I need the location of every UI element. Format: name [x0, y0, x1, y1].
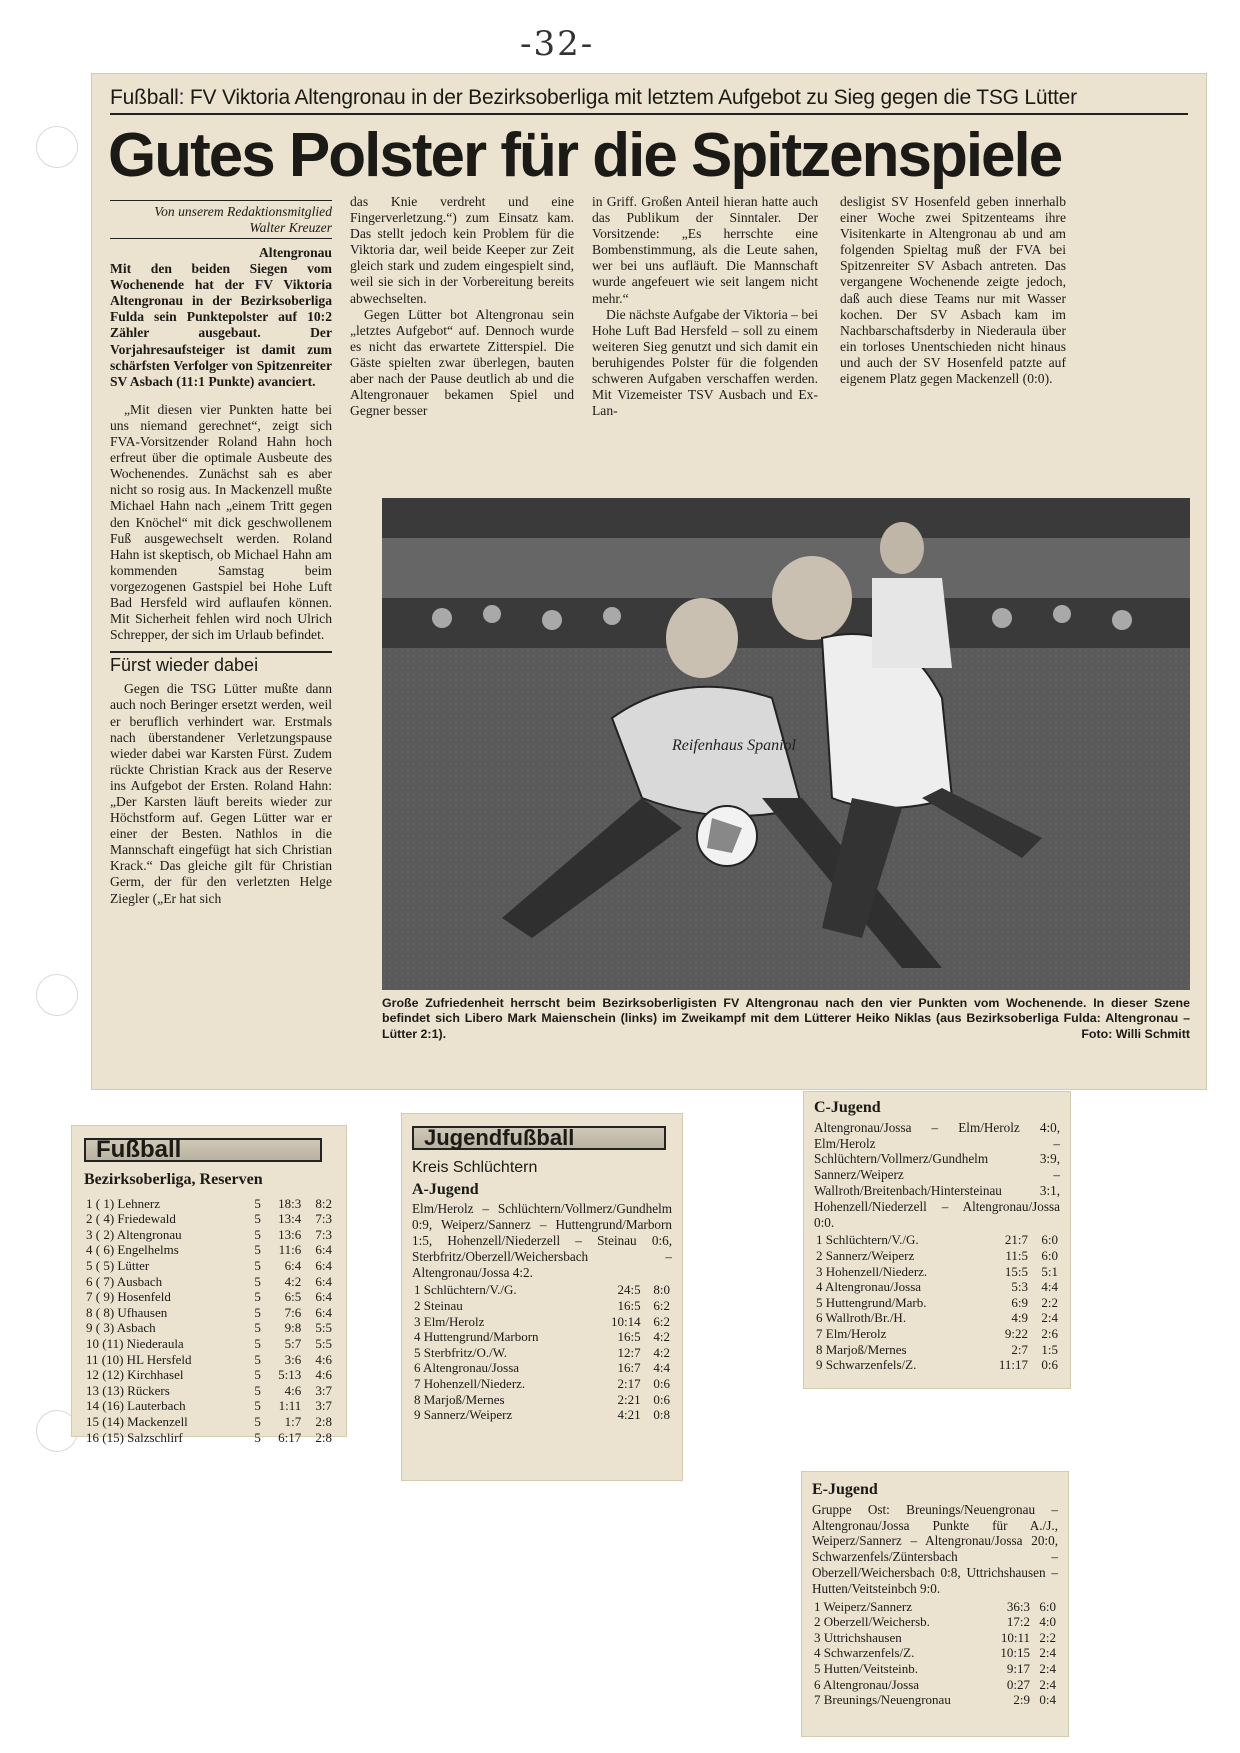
value-cell: 5 — [254, 1273, 261, 1289]
value-cell: 0:4 — [1039, 1692, 1056, 1708]
value-cell: 11:6 — [278, 1242, 302, 1258]
punch-hole-middle — [36, 974, 78, 1016]
value-cell: 4:2 — [653, 1344, 670, 1360]
value-cell: 1:5 — [1041, 1341, 1058, 1357]
value-cell: 17:2 — [1006, 1614, 1030, 1630]
e-jugend-box — [802, 1472, 1068, 1736]
value-cell: 2:2 — [1039, 1629, 1056, 1645]
table-row — [814, 1357, 1060, 1373]
team-cell: 4 ( 6) Engelhelms — [86, 1242, 179, 1258]
league-title: Bezirksoberliga, Reserven — [84, 1170, 263, 1188]
table-row — [412, 1407, 672, 1423]
value-cell: 7:3 — [315, 1211, 332, 1227]
table-row — [84, 1398, 334, 1414]
value-cell: 5 — [254, 1429, 261, 1445]
table-row — [412, 1329, 672, 1345]
table-row — [84, 1289, 334, 1305]
team-cell: 5 Sterbfritz/O./W. — [414, 1344, 508, 1360]
value-cell: 2:4 — [1039, 1645, 1056, 1661]
district-title: Kreis Schlüchtern — [412, 1158, 538, 1176]
value-cell: 4:4 — [1041, 1279, 1058, 1295]
value-cell: 6:4 — [315, 1242, 332, 1258]
e-jugend-title: E-Jugend — [812, 1481, 878, 1498]
value-cell: 7:6 — [284, 1304, 302, 1320]
team-cell: 2 ( 4) Friedewald — [86, 1211, 176, 1227]
value-cell: 4:0 — [1039, 1614, 1056, 1630]
team-cell: 16 (15) Salzschlirf — [86, 1429, 183, 1445]
team-cell: 7 Breunings/Neuengronau — [814, 1692, 951, 1708]
team-cell: 4 Schwarzenfels/Z. — [814, 1645, 915, 1661]
reserves-table — [84, 1196, 334, 1446]
table-row — [84, 1196, 334, 1212]
value-cell: 16:5 — [617, 1329, 641, 1345]
dateline: Altengronau — [258, 245, 332, 260]
photo-credit: Foto: Willi Schmitt — [1081, 1026, 1190, 1041]
value-cell: 10:14 — [611, 1313, 641, 1329]
byline — [110, 200, 332, 239]
body-paragraph: Die nächste Aufgabe der Viktoria – bei Hohe Luft Bad Hersfeld – soll zu einem weiteren Sieg genutzt und sich damit ein beruhigendes Polster für die folgenden schweren Aufgaben verschaffen werden. Mit Vizemeister TSV Ausbach und Ex-Lan- — [592, 306, 818, 419]
team-cell: 15 (14) Mackenzell — [86, 1413, 188, 1429]
value-cell: 4:9 — [1011, 1310, 1028, 1326]
value-cell: 7:3 — [315, 1226, 332, 1242]
e-jugend-table — [812, 1599, 1058, 1708]
value-cell: 36:3 — [1006, 1598, 1030, 1614]
table-row — [84, 1367, 334, 1383]
article-clipping — [92, 74, 1206, 1089]
team-cell: 6 Wallroth/Br./H. — [816, 1310, 907, 1326]
c-jugend-title: C-Jugend — [814, 1099, 881, 1116]
value-cell: 2:6 — [1041, 1325, 1058, 1341]
value-cell: 0:6 — [1041, 1357, 1058, 1373]
value-cell: 5 — [254, 1242, 261, 1258]
value-cell: 4:2 — [653, 1329, 670, 1345]
value-cell: 2:2 — [1041, 1294, 1058, 1310]
team-cell: 2 Oberzell/Weichersb. — [814, 1614, 930, 1630]
byline-author: Walter Kreuzer — [249, 220, 332, 235]
team-cell: 5 Hutten/Veitsteinb. — [814, 1660, 918, 1676]
team-cell: 7 Hohenzell/Niederz. — [414, 1375, 526, 1391]
article-column-4 — [840, 194, 1066, 387]
value-cell: 3:7 — [315, 1382, 332, 1398]
value-cell: 5 — [254, 1398, 261, 1414]
table-row — [84, 1242, 334, 1258]
subheading: Fürst wieder dabei — [110, 651, 332, 673]
table-row — [84, 1336, 334, 1352]
value-cell: 2:4 — [1041, 1310, 1058, 1326]
table-row — [814, 1342, 1060, 1358]
a-jugend-title: A-Jugend — [412, 1180, 479, 1198]
value-cell: 3:7 — [315, 1398, 332, 1414]
table-row — [812, 1599, 1058, 1615]
table-row — [412, 1376, 672, 1392]
table-row — [412, 1314, 672, 1330]
table-row — [814, 1232, 1060, 1248]
value-cell: 24:5 — [617, 1282, 641, 1298]
value-cell: 5:5 — [315, 1320, 332, 1336]
table-row — [84, 1305, 334, 1321]
value-cell: 5 — [254, 1320, 261, 1336]
team-cell: 6 Altengronau/Jossa — [414, 1360, 520, 1376]
table-row — [814, 1295, 1060, 1311]
body-paragraph: das Knie verdreht und eine Fingerverletzung.“) zum Einsatz kam. Das stellt jedoch kein Problem für die Viktoria dar, weil beide Keeper zur Zeit gleich stark und zudem eingespielt sind, weil sie sich in der Vorbereitung bereits abwechselten. — [350, 194, 574, 306]
value-cell: 2:4 — [1039, 1676, 1056, 1692]
value-cell: 1:11 — [278, 1398, 302, 1414]
team-cell: 8 Marjoß/Mernes — [816, 1341, 907, 1357]
value-cell: 6:0 — [1041, 1232, 1058, 1248]
value-cell: 4:4 — [653, 1360, 670, 1376]
fussball-banner: Fußball — [84, 1138, 322, 1162]
page-number: -32- — [520, 24, 595, 64]
article-column-3 — [592, 194, 818, 419]
team-cell: 1 Schlüchtern/V./G. — [816, 1232, 919, 1248]
value-cell: 4:6 — [284, 1382, 302, 1398]
value-cell: 5 — [254, 1335, 261, 1351]
body-paragraph: Gegen Lütter bot Altengronau sein „letztes Aufgebot“ auf. Dennoch wurde es nicht das erwartete Zitterspiel. Die Gäste spielten zwar überlegen, bauten aber nach der Pause deutlich ab und die Altengronauer bekamen Spiel und Gegner besser — [350, 306, 574, 419]
value-cell: 13:6 — [278, 1226, 302, 1242]
value-cell: 11:17 — [998, 1357, 1028, 1373]
table-row — [812, 1692, 1058, 1708]
team-cell: 9 ( 3) Asbach — [86, 1320, 156, 1336]
value-cell: 1:7 — [284, 1413, 302, 1429]
value-cell: 6:4 — [315, 1289, 332, 1305]
value-cell: 5 — [254, 1413, 261, 1429]
table-row — [412, 1360, 672, 1376]
table-row — [84, 1274, 334, 1290]
value-cell: 2:9 — [1013, 1692, 1030, 1708]
team-cell: 1 Weiperz/Sannerz — [814, 1598, 912, 1614]
c-jugend-table — [814, 1232, 1060, 1372]
value-cell: 2:17 — [617, 1375, 641, 1391]
team-cell: 7 ( 9) Hosenfeld — [86, 1289, 171, 1305]
article-kicker: Fußball: FV Viktoria Altengronau in der Bezirksoberliga mit letztem Aufgebot zu Sieg gegen die TSG Lütter — [110, 86, 1188, 115]
value-cell: 6:5 — [284, 1289, 302, 1305]
value-cell: 15:5 — [1004, 1263, 1028, 1279]
value-cell: 5 — [254, 1257, 261, 1273]
team-cell: 2 Steinau — [414, 1297, 463, 1313]
table-row — [84, 1320, 334, 1336]
value-cell: 10:15 — [1000, 1645, 1030, 1661]
value-cell: 5 — [254, 1289, 261, 1305]
value-cell: 6:4 — [315, 1304, 332, 1320]
value-cell: 6:9 — [1011, 1294, 1028, 1310]
team-cell: 1 Schlüchtern/V./G. — [414, 1282, 517, 1298]
table-row — [812, 1677, 1058, 1693]
team-cell: 2 Sannerz/Weiperz — [816, 1247, 915, 1263]
punch-hole-top — [36, 126, 78, 168]
value-cell: 5:5 — [315, 1335, 332, 1351]
team-cell: 10 (11) Niederaula — [86, 1335, 184, 1351]
c-jugend-results: Altengronau/Jossa – Elm/Herolz 4:0, Elm/Herolz – Schlüchtern/Vollmerz/Gundhelm 3:9, Sannerz/Weiperz – Wallroth/Breitenbach/Hintersteinau 3:1, Hohenzell/Niederzell – Altengronau/Jossa 0:0. — [814, 1119, 1060, 1230]
photo-illustration — [382, 498, 1190, 990]
value-cell: 6:4 — [315, 1257, 332, 1273]
value-cell: 10:11 — [1000, 1629, 1030, 1645]
team-cell: 11 (10) HL Hersfeld — [86, 1351, 192, 1367]
caption-text: Große Zufriedenheit herrscht beim Bezirksoberligisten FV Altengronau nach den vier Punkten vom Wochenende. In dieser Szene befindet sich Libero Mark Maienschein (links) im Zweikampf mit dem Lütterer Heiko Niklas (aus Bezirksoberliga Fulda: Altengronau – Lütter 2:1). — [382, 996, 1190, 1041]
table-row — [412, 1282, 672, 1298]
a-jugend-results: Elm/Herolz – Schlüchtern/Vollmerz/Gundhelm 0:9, Weiperz/Sannerz – Huttengrund/Marborn 1:5, Hohenzell/Niederzell – Steinau 0:6, Sterbfritz/Oberzell/Weichersbach – Altengronau/Jossa 4:2. — [412, 1201, 672, 1280]
team-cell: 12 (12) Kirchhasel — [86, 1367, 184, 1383]
body-paragraph: „Mit diesen vier Punkten hatte bei uns niemand gerechnet“, zeigt sich FVA-Vorsitzender Roland Hahn hoch erfreut über die optimale Ausbeute des Wochenendes. Zunächst sah es aber nicht so rosig aus. In Mackenzell mußte Michael Hahn nach „einem Tritt gegen den Knöchel“ mit dick geschwollenem Fuß ausgewechselt werden. Roland Hahn ist skeptisch, ob Michael Hahn am kommenden Samstag beim vorgezogenen Gastspiel bei Hohe Luft Bad Hersfeld wird auflaufen können. Mit Sicherheit fehlen wird noch Ulrich Schrepper, der sich im Urlaub befindet. — [110, 401, 332, 643]
jugendfussball-banner: Jugendfußball — [412, 1126, 666, 1150]
table-row — [84, 1430, 334, 1446]
team-cell: 13 (13) Rückers — [86, 1382, 170, 1398]
value-cell: 9:8 — [284, 1320, 302, 1336]
table-row — [84, 1227, 334, 1243]
value-cell: 5 — [254, 1367, 261, 1383]
value-cell: 9:17 — [1006, 1660, 1030, 1676]
value-cell: 2:8 — [315, 1429, 332, 1445]
value-cell: 5:3 — [1011, 1279, 1028, 1295]
table-row — [814, 1279, 1060, 1295]
value-cell: 8:0 — [653, 1282, 670, 1298]
value-cell: 6:17 — [278, 1429, 302, 1445]
team-cell: 4 Huttengrund/Marborn — [414, 1329, 539, 1345]
shirt-sponsor-text: Reifenhaus Spaniol — [672, 737, 796, 754]
value-cell: 4:2 — [284, 1273, 302, 1289]
e-jugend-results: Gruppe Ost: Breunings/Neuengronau – Altengronau/Jossa Punkte für A./J., Weiperz/Sannerz – Altengronau/Jossa 20:0, Schwarzenfels/Züntersbach – Oberzell/Weichersbach 0:8, Uttrichshausen – Hutten/Veitsteinbch 9:0. — [812, 1501, 1058, 1596]
article-column-1 — [110, 200, 332, 907]
table-row — [814, 1264, 1060, 1280]
value-cell: 13:4 — [278, 1211, 302, 1227]
table-row — [412, 1392, 672, 1408]
value-cell: 6:4 — [284, 1257, 302, 1273]
table-row — [84, 1211, 334, 1227]
team-cell: 8 Marjoß/Mernes — [414, 1391, 505, 1407]
table-row — [814, 1310, 1060, 1326]
value-cell: 6:2 — [653, 1313, 670, 1329]
value-cell: 5 — [254, 1195, 261, 1211]
team-cell: 14 (16) Lauterbach — [86, 1398, 186, 1414]
value-cell: 4:6 — [315, 1351, 332, 1367]
value-cell: 5 — [254, 1304, 261, 1320]
team-cell: 9 Schwarzenfels/Z. — [816, 1357, 917, 1373]
value-cell: 18:3 — [278, 1195, 302, 1211]
table-row — [412, 1345, 672, 1361]
team-cell: 6 ( 7) Ausbach — [86, 1273, 163, 1289]
value-cell: 5 — [254, 1226, 261, 1242]
lead-paragraph: Mit den beiden Siegen vom Wochenende hat der FV Viktoria Altengronau in der Bezirksoberliga Fulda sein Punktepolster auf 10:2 Zähler ausgebaut. Der Vorjahresaufsteiger ist damit zum schärfsten Verfolger von Spitzenreiter SV Asbach (11:1 Punkte) avanciert. — [110, 261, 332, 389]
match-photo — [382, 498, 1190, 990]
value-cell: 4:21 — [617, 1407, 641, 1423]
team-cell: 3 Elm/Herolz — [414, 1313, 485, 1329]
team-cell: 5 ( 5) Lütter — [86, 1257, 150, 1273]
value-cell: 6:4 — [315, 1273, 332, 1289]
value-cell: 16:7 — [617, 1360, 641, 1376]
value-cell: 0:6 — [653, 1391, 670, 1407]
body-paragraph: Gegen die TSG Lütter mußte dann auch noch Beringer ersetzt werden, weil er beruflich verhindert war. Erstmals nach überstandener Verletzungspause wieder dabei war Karsten Fürst. Zudem rückte Christian Krack aus der Reserve ins Aufgebot der Ersten. Roland Hahn: „Der Karsten läuft bereits wieder zur Höchstform auf. Gegen Lütter war er einer der Besten. Nathlos in die Mannschaft eingefügt hat sich Christian Krack.“ Das gleiche gilt für Christian Germ, der für den verletzten Helge Ziegler („Er hat sich — [110, 681, 332, 906]
table-row — [812, 1645, 1058, 1661]
value-cell: 4:6 — [315, 1367, 332, 1383]
team-cell: 3 ( 2) Altengronau — [86, 1226, 182, 1242]
team-cell: 3 Hohenzell/Niederz. — [816, 1263, 928, 1279]
value-cell: 2:4 — [1039, 1660, 1056, 1676]
team-cell: 9 Sannerz/Weiperz — [414, 1407, 513, 1423]
value-cell: 0:8 — [653, 1407, 670, 1423]
table-row — [814, 1326, 1060, 1342]
a-jugend-table — [412, 1282, 672, 1422]
value-cell: 5:7 — [284, 1335, 302, 1351]
value-cell: 21:7 — [1004, 1232, 1028, 1248]
table-row — [812, 1614, 1058, 1630]
value-cell: 5 — [254, 1382, 261, 1398]
article-column-2 — [350, 194, 574, 419]
team-cell: 1 ( 1) Lehnerz — [86, 1195, 160, 1211]
team-cell: 6 Altengronau/Jossa — [814, 1676, 920, 1692]
value-cell: 2:21 — [617, 1391, 641, 1407]
value-cell: 6:0 — [1041, 1247, 1058, 1263]
value-cell: 16:5 — [617, 1297, 641, 1313]
photo-caption — [382, 996, 1190, 1042]
value-cell: 12:7 — [617, 1344, 641, 1360]
value-cell: 0:27 — [1006, 1676, 1030, 1692]
table-row — [812, 1661, 1058, 1677]
team-cell: 8 ( 8) Ufhausen — [86, 1304, 168, 1320]
youth-football-box — [402, 1114, 682, 1480]
table-row — [412, 1298, 672, 1314]
table-row — [814, 1248, 1060, 1264]
value-cell: 6:2 — [653, 1297, 670, 1313]
table-row — [812, 1630, 1058, 1646]
table-row — [84, 1352, 334, 1368]
team-cell: 4 Altengronau/Jossa — [816, 1279, 922, 1295]
value-cell: 11:5 — [1005, 1247, 1028, 1263]
reserves-standings-box — [72, 1126, 346, 1445]
value-cell: 2:7 — [1011, 1341, 1028, 1357]
article-headline: Gutes Polster für die Spitzenspiele — [108, 121, 1062, 190]
value-cell: 0:6 — [653, 1375, 670, 1391]
table-row — [84, 1258, 334, 1274]
value-cell: 5:13 — [278, 1367, 302, 1383]
table-row — [84, 1414, 334, 1430]
c-jugend-box — [804, 1092, 1070, 1388]
value-cell: 5:1 — [1041, 1263, 1058, 1279]
body-paragraph: desligist SV Hosenfeld geben innerhalb einer Woche zwei Spitzenteams ihre Visitenkarte in Altengronau ab und am folgenden Spieltag muß der FVA bei Spitzenreiter SV Asbach antreten. Das vergangene Wochenende zeigte jedoch, daß auch diese Teams nur mit Wasser kochen. Der SV Asbach kam im Nachbarschaftsderby in Niederaula über ein torloses Unentschieden nicht hinaus und auch der SV Hosenfeld patzte auf eigenem Platz gegen Mackenzell (0:0). — [840, 194, 1066, 387]
value-cell: 9:22 — [1004, 1325, 1028, 1341]
value-cell: 3:6 — [284, 1351, 302, 1367]
value-cell: 5 — [254, 1351, 261, 1367]
value-cell: 5 — [254, 1211, 261, 1227]
value-cell: 8:2 — [315, 1195, 332, 1211]
value-cell: 6:0 — [1039, 1598, 1056, 1614]
byline-line-1: Von unserem Redaktionsmitglied — [154, 204, 332, 219]
team-cell: 3 Uttrichshausen — [814, 1629, 902, 1645]
body-paragraph: in Griff. Großen Anteil hieran hatte auch das Publikum der Sinntaler. Der Vorsitzende: „Es herrschte eine Bombenstimmung, als die Leute sahen, wer bei uns aufläuft. Die Mannschaft wurde angefeuert wie seit langem nicht mehr.“ — [592, 194, 818, 306]
table-row — [84, 1383, 334, 1399]
team-cell: 5 Huttengrund/Marb. — [816, 1294, 927, 1310]
value-cell: 2:8 — [315, 1413, 332, 1429]
team-cell: 7 Elm/Herolz — [816, 1325, 887, 1341]
